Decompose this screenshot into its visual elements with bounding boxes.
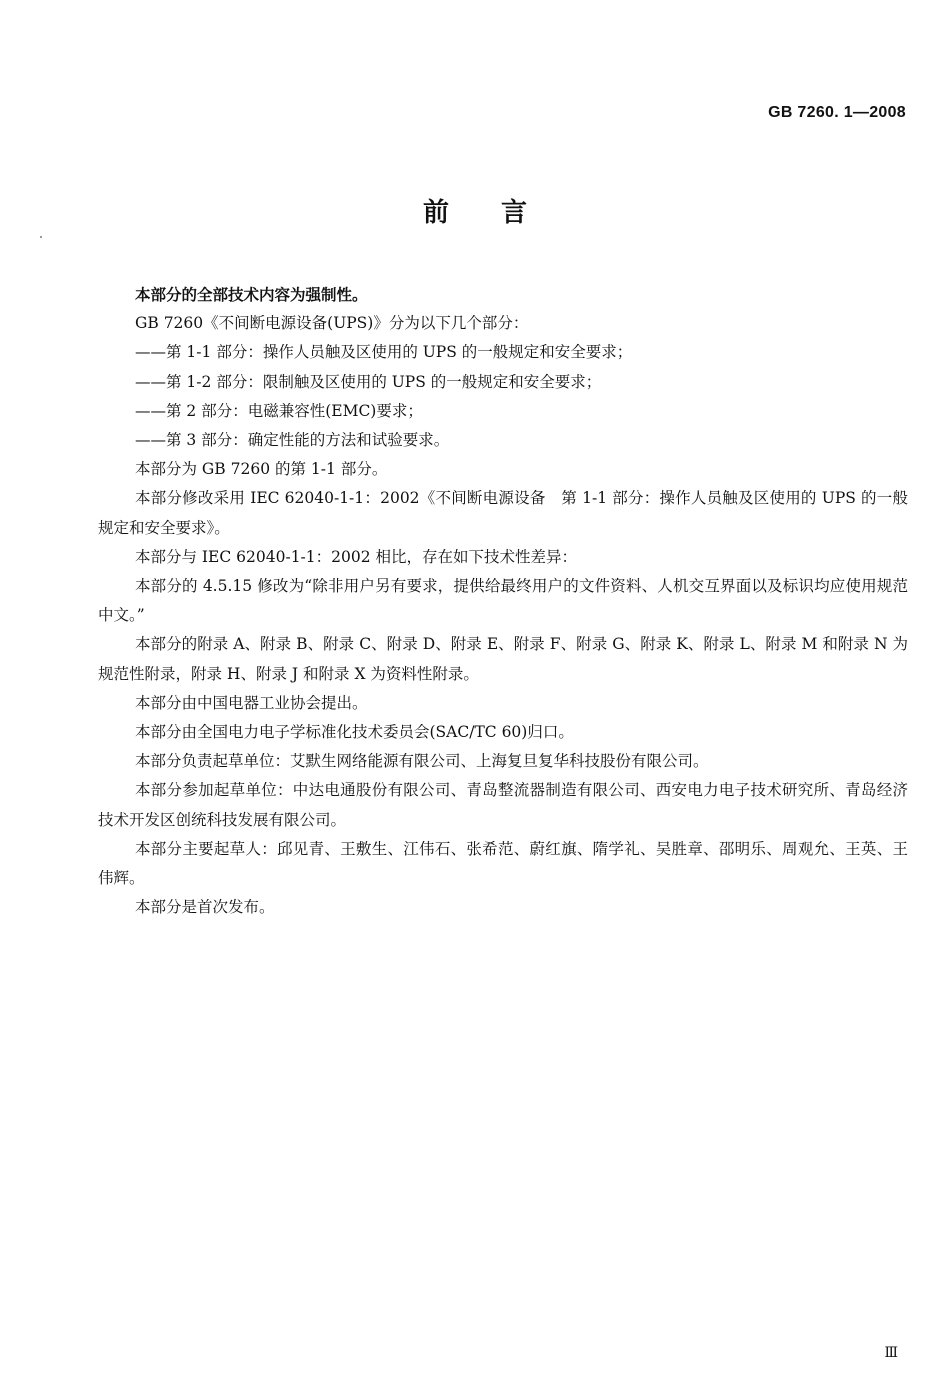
paragraph-parts-intro: GB 7260《不间断电源设备(UPS)》分为以下几个部分： [135, 314, 529, 333]
paragraph-differences: 本部分与 IEC 62040-1-1：2002 相比，存在如下技术性差异： [135, 547, 578, 566]
list-item-part-2: ——第 2 部分：电磁兼容性(EMC)要求； [135, 401, 423, 420]
list-item-part-1-2: ——第 1-2 部分：限制触及区使用的 UPS 的一般规定和安全要求； [135, 372, 602, 391]
list-item-part-1-1: ——第 1-1 部分：操作人员触及区使用的 UPS 的一般规定和安全要求； [135, 343, 633, 362]
preface-body [98, 280, 908, 922]
paragraph-iec-adoption: 本部分修改采用 IEC 62040-1-1：2002《不间断电源设备 第 1-1 部分：操作人员触及区使用的 UPS 的一般规定和安全要求》。 [98, 489, 908, 537]
standard-number: GB 7260. 1—2008 [768, 104, 906, 121]
paragraph-centralized-by: 本部分由全国电力电子学标准化技术委员会(SAC/TC 60)归口。 [135, 723, 574, 742]
paragraph-drafting-units: 本部分负责起草单位：艾默生网络能源有限公司、上海复旦复华科技股份有限公司。 [135, 752, 709, 771]
paragraph-first-issue: 本部分是首次发布。 [135, 898, 275, 917]
paragraph-proposed-by: 本部分由中国电器工业协会提出。 [135, 693, 368, 712]
paragraph-clause-4-5-15: 本部分的 4.5.15 修改为“除非用户另有要求，提供给最终用户的文件资料、人机交互界面以及标识均应使用规范中文。” [98, 577, 908, 625]
scan-speck [40, 236, 42, 238]
paragraph-mandatory: 本部分的全部技术内容为强制性。 [135, 285, 368, 304]
page-number: Ⅲ [884, 1345, 898, 1361]
paragraph-this-part: 本部分为 GB 7260 的第 1-1 部分。 [135, 460, 388, 479]
paragraph-participating-units: 本部分参加起草单位：中达电通股份有限公司、青岛整流器制造有限公司、西安电力电子技术研究所、青岛经济技术开发区创统科技发展有限公司。 [98, 781, 908, 829]
paragraph-drafters: 本部分主要起草人：邱见青、王敷生、江伟石、张希范、蔚红旗、隋学礼、吴胜章、邵明乐、周观允、王英、王伟辉。 [98, 839, 908, 888]
paragraph-annexes: 本部分的附录 A、附录 B、附录 C、附录 D、附录 E、附录 F、附录 G、附录 K、附录 L、附录 M 和附录 N 为规范性附录，附录 H、附录 J 和附录 X 为资料性附录。 [98, 635, 908, 683]
page-title: 前言 [422, 198, 579, 228]
list-item-part-3: ——第 3 部分：确定性能的方法和试验要求。 [135, 431, 450, 450]
